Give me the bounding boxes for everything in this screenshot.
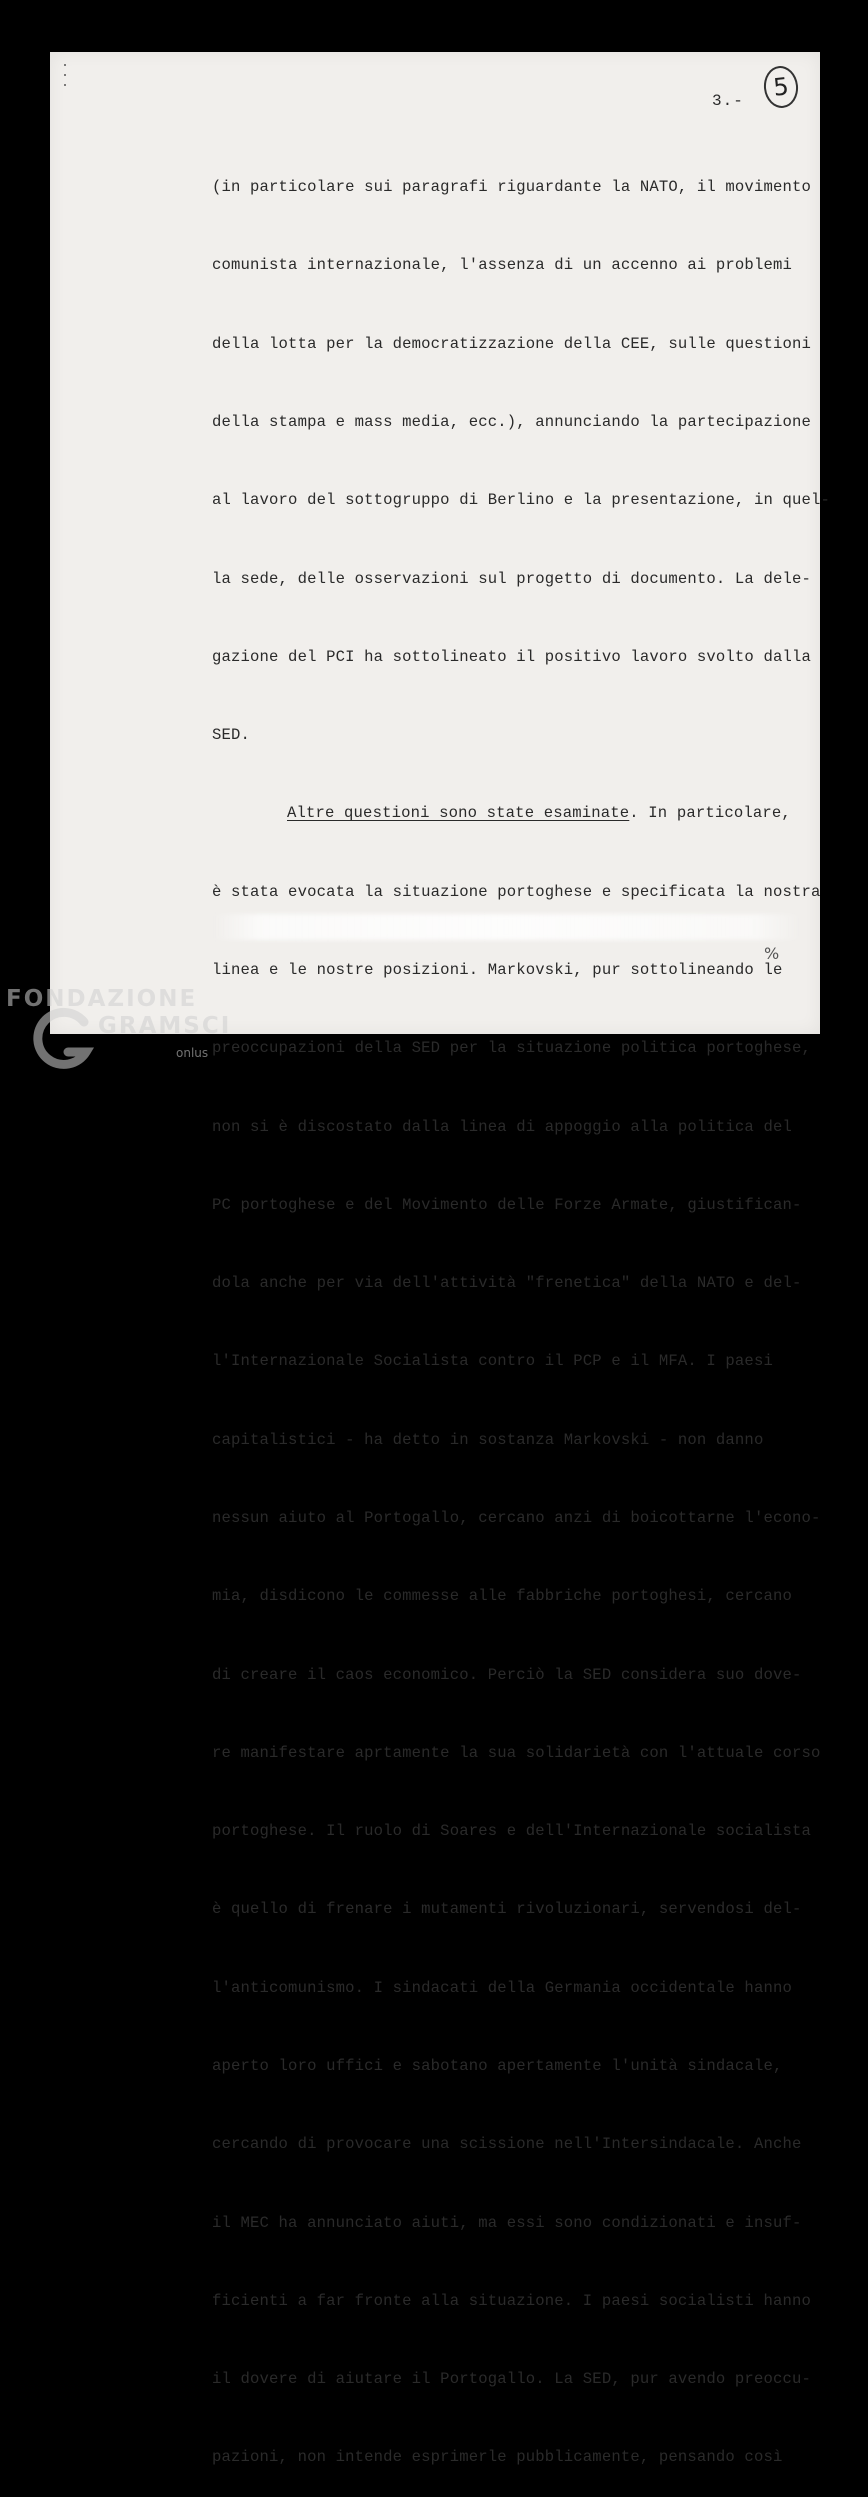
text-line: mia, disdicono le commesse alle fabbriche portoghesi, cercano bbox=[212, 1587, 792, 1606]
text-line: re manifestare aprtamente la sua solidarietà con l'attuale corso bbox=[212, 1743, 821, 1762]
continue-mark: % bbox=[764, 944, 780, 963]
correction-tape-strip bbox=[212, 914, 802, 940]
heading-continuation: . In particolare, bbox=[629, 804, 791, 823]
sheet-number-text: 5 bbox=[771, 72, 791, 102]
text-line: pazioni, non intende esprimerle pubblicamente, pensando così bbox=[212, 2448, 783, 2467]
text-line: preoccupazioni della SED per la situazione politica portoghese, bbox=[212, 1039, 811, 1058]
underlined-heading: Altre questioni sono state esaminate bbox=[287, 804, 630, 823]
text-line: al lavoro del sottogruppo di Berlino e la presentazione, in quel- bbox=[212, 491, 831, 510]
text-line: della lotta per la democratizzazione della CEE, sulle questioni bbox=[212, 334, 811, 353]
watermark-line-3: onlus bbox=[176, 1046, 209, 1060]
text-line: il MEC ha annunciato aiuti, ma essi sono condizionati e insuf- bbox=[212, 2213, 802, 2232]
text-line: capitalistici - ha detto in sostanza Markovski - non danno bbox=[212, 1430, 764, 1449]
text-line: non si è discostato dalla linea di appoggio alla politica del bbox=[212, 1117, 792, 1136]
watermark-line-1: FONDAZIONE bbox=[6, 986, 198, 1012]
text-line: aperto loro uffici e sabotano apertamente l'unità sindacale, bbox=[212, 2056, 783, 2075]
text-line: PC portoghese e del Movimento delle Forze Armate, giustifican- bbox=[212, 1195, 802, 1214]
text-line: il dovere di aiutare il Portogallo. La SED, pur avendo preoccu- bbox=[212, 2370, 811, 2389]
watermark-line-2: GRAMSCI bbox=[98, 1013, 232, 1039]
body-text bbox=[212, 122, 831, 2497]
text-line: SED. bbox=[212, 726, 251, 745]
section-heading-line bbox=[212, 800, 812, 826]
text-line: (in particolare sui paragrafi riguardante la NATO, il movimento bbox=[212, 178, 811, 197]
text-line: l'Internazionale Socialista contro il PCP e il MFA. I paesi bbox=[212, 1352, 773, 1371]
text-line: linea e le nostre posizioni. Markovski, pur sottolineando le bbox=[212, 961, 783, 979]
page-number: 3.- bbox=[712, 92, 744, 110]
text-line: ficienti a far fronte alla situazione. I paesi socialisti hanno bbox=[212, 2291, 811, 2310]
text-line: la sede, delle osservazioni sul progetto di documento. La dele- bbox=[212, 569, 811, 588]
text-line: della stampa e mass media, ecc.), annunciando la partecipazione bbox=[212, 413, 811, 432]
text-line: nessun aiuto al Portogallo, cercano anzi di boicottarne l'econo- bbox=[212, 1508, 821, 1527]
text-line: è quello di frenare i mutamenti rivoluzionari, servendosi del- bbox=[212, 1900, 802, 1919]
text-line: comunista internazionale, l'assenza di un accenno ai problemi bbox=[212, 256, 792, 275]
text-line: gazione del PCI ha sottolineato il positivo lavoro svolto dalla bbox=[212, 647, 811, 666]
text-line: di creare il caos economico. Perciò la SED considera suo dove- bbox=[212, 1665, 802, 1684]
text-line: dola anche per via dell'attività "frenetica" della NATO e del- bbox=[212, 1274, 802, 1293]
text-line: l'anticomunismo. I sindacati della Germania occidentale hanno bbox=[212, 1978, 792, 1997]
text-line: portoghese. Il ruolo di Soares e dell'Internazionale socialista bbox=[212, 1822, 811, 1841]
text-line: cercando di provocare una scissione nell'Intersindacale. Anche bbox=[212, 2135, 802, 2154]
text-line: è stata evocata la situazione portoghese e specificata la nostra bbox=[212, 882, 821, 901]
punch-marks bbox=[64, 64, 70, 94]
